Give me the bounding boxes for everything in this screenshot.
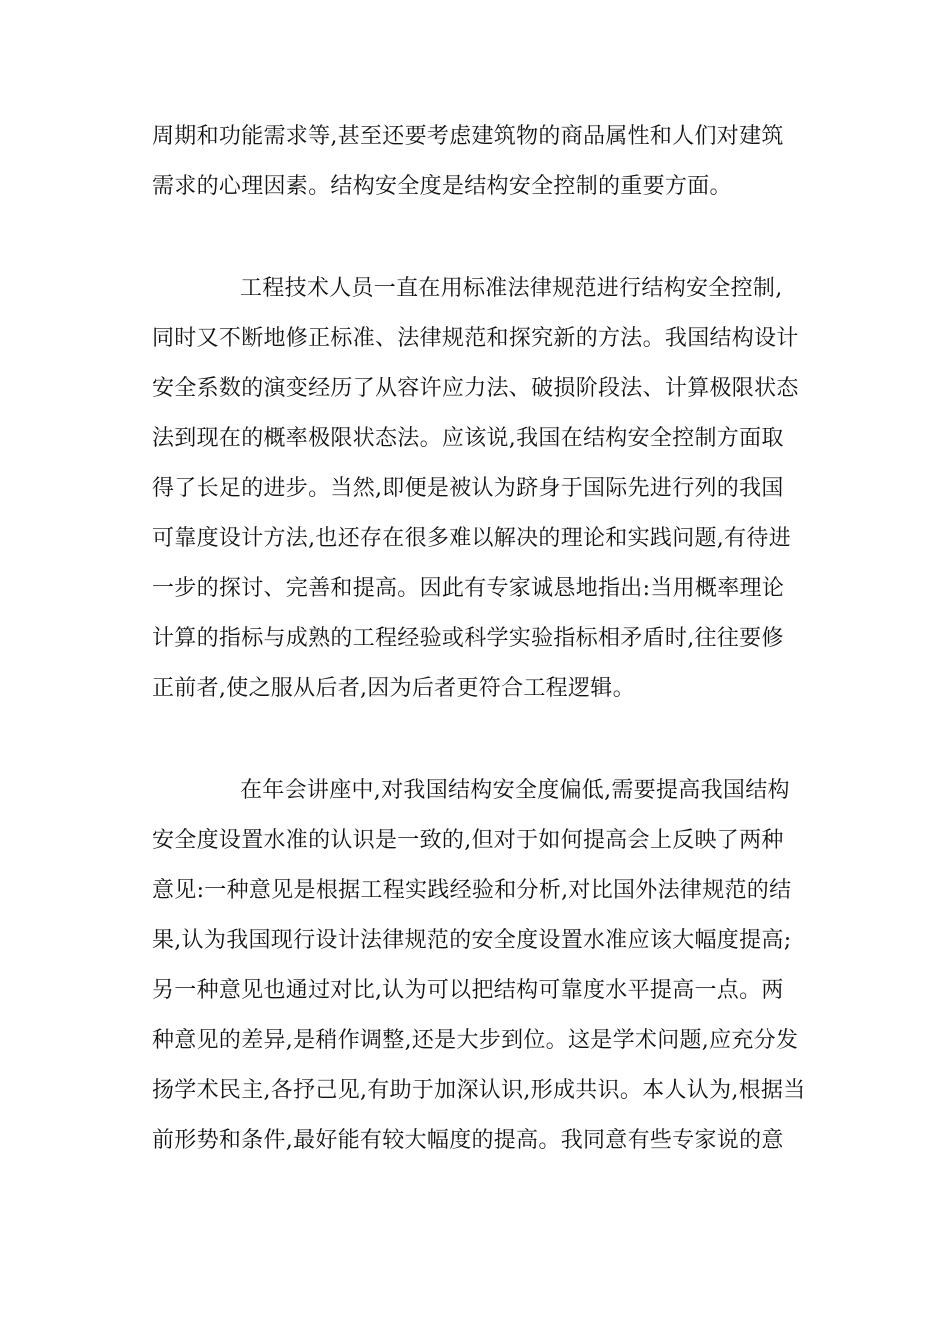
paragraph-2-line-3: 安全系数的演变经历了从容许应力法、破损阶段法、计算极限状态 [152,376,799,401]
paragraph-2-line-1: 工程技术人员一直在用标准法律规范进行结构安全控制, [240,276,783,301]
paragraph-1-line-2: 需求的心理因素。结构安全度是结构安全控制的重要方面。 [152,174,732,199]
paragraph-3-line-4: 果,认为我国现行设计法律规范的安全度设置水准应该大幅度提高; [152,928,792,953]
paragraph-2-line-7: 一步的探讨、完善和提高。因此有专家诚恳地指出:当用概率理论 [152,576,785,601]
paragraph-3-line-1: 在年会讲座中,对我国结构安全度偏低,需要提高我国结构 [240,778,790,803]
paragraph-2-line-4: 法到现在的概率极限状态法。应该说,我国在结构安全控制方面取 [152,426,784,451]
paragraph-1-line-1: 周期和功能需求等,甚至还要考虑建筑物的商品属性和人们对建筑 [152,124,784,149]
paragraph-3-line-6: 种意见的差异,是稍作调整,还是大步到位。这是学术问题,应充分发 [152,1028,799,1053]
paragraph-3-line-8: 前形势和条件,最好能有较大幅度的提高。我同意有些专家说的意 [152,1128,784,1153]
paragraph-3-line-3: 意见:一种意见是根据工程实践经验和分析,对比国外法律规范的结 [152,878,792,903]
paragraph-2-line-9: 正前者,使之服从后者,因为后者更符合工程逻辑。 [152,676,635,701]
paragraph-2-line-8: 计算的指标与成熟的工程经验或科学实验指标相矛盾时,往往要修 [152,626,784,651]
paragraph-3-line-2: 安全度设置水准的认识是一致的,但对于如何提高会上反映了两种 [152,828,784,853]
paragraph-2-line-6: 可靠度设计方法,也还存在很多难以解决的理论和实践问题,有待进 [152,526,791,551]
paragraph-2-line-5: 得了长足的进步。当然,即便是被认为跻身于国际先进行列的我国 [152,476,784,501]
paragraph-2-line-2: 同时又不断地修正标准、法律规范和探究新的方法。我国结构设计 [152,326,799,351]
paragraph-3-line-7: 扬学术民主,各抒己见,有助于加深认识,形成共识。本人认为,根据当 [152,1078,806,1103]
paragraph-3-line-5: 另一种意见也通过对比,认为可以把结构可靠度水平提高一点。两 [152,978,784,1003]
